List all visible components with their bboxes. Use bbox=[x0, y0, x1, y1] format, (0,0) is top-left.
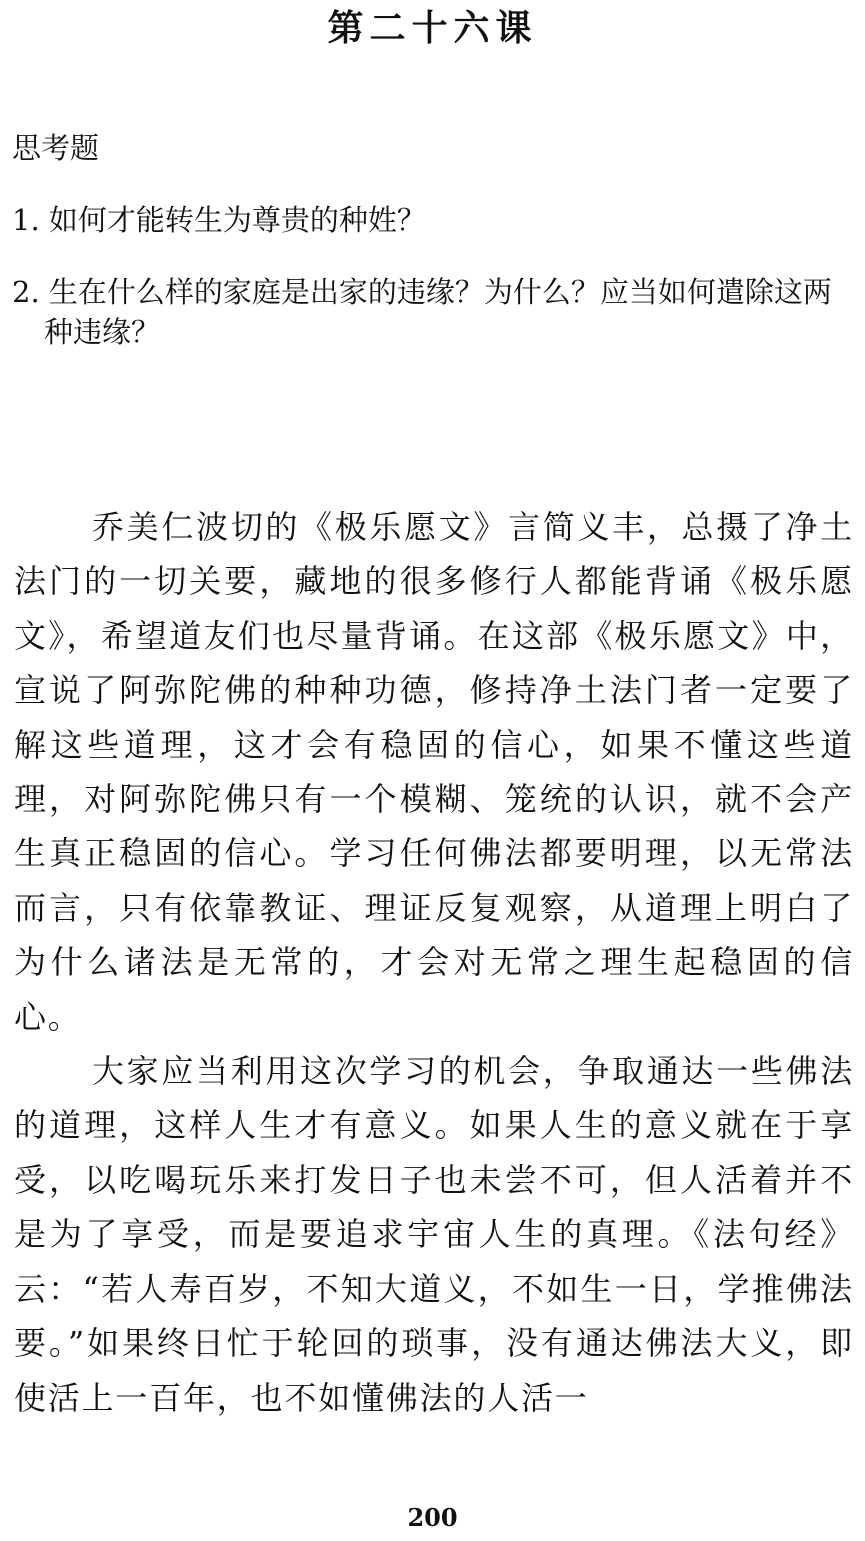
lesson-title: 第二十六课 bbox=[327, 7, 538, 49]
review-questions bbox=[12, 128, 852, 384]
questions-heading: 思考题 bbox=[12, 131, 100, 165]
body-paragraph-2: 大家应当利用这次学习的机会，争取通达一些佛法的道理，这样人生才有意义。如果人生的意义就在于享受，以吃喝玩乐来打发日子也未尝不可，但人活着并不是为了享受，而是要追求宇宙人生的真理。《法句经》云：“若人寿百岁，不知大道义，不如生一日，学推佛法要。”如果终日忙于轮回的琐事，没有通达佛法大义，即使活上一百年，也不如懂佛法的人活一 bbox=[14, 1052, 854, 1417]
question-item-2: 2. 生在什么样的家庭是出家的违缘？为什么？应当如何遣除这两种违缘？ bbox=[12, 275, 832, 349]
question-item-1: 1. 如何才能转生为尊贵的种姓？ bbox=[12, 203, 426, 237]
lesson-body bbox=[14, 500, 854, 1425]
page-number: 200 bbox=[407, 1503, 458, 1532]
body-paragraph-1: 乔美仁波切的《极乐愿文》言简义丰，总摄了净土法门的一切关要，藏地的很多修行人都能背诵《极乐愿文》，希望道友们也尽量背诵。在这部《极乐愿文》中，宣说了阿弥陀佛的种种功德，修持净土法门者一定要了解这些道理，这才会有稳固的信心，如果不懂这些道理，对阿弥陀佛只有一个模糊、笼统的认识，就不会产生真正稳固的信心。学习任何佛法都要明理，以无常法而言，只有依靠教证、理证反复观察，从道理上明白了为什么诸法是无常的，才会对无常之理生起稳固的信心。 bbox=[14, 508, 854, 1036]
